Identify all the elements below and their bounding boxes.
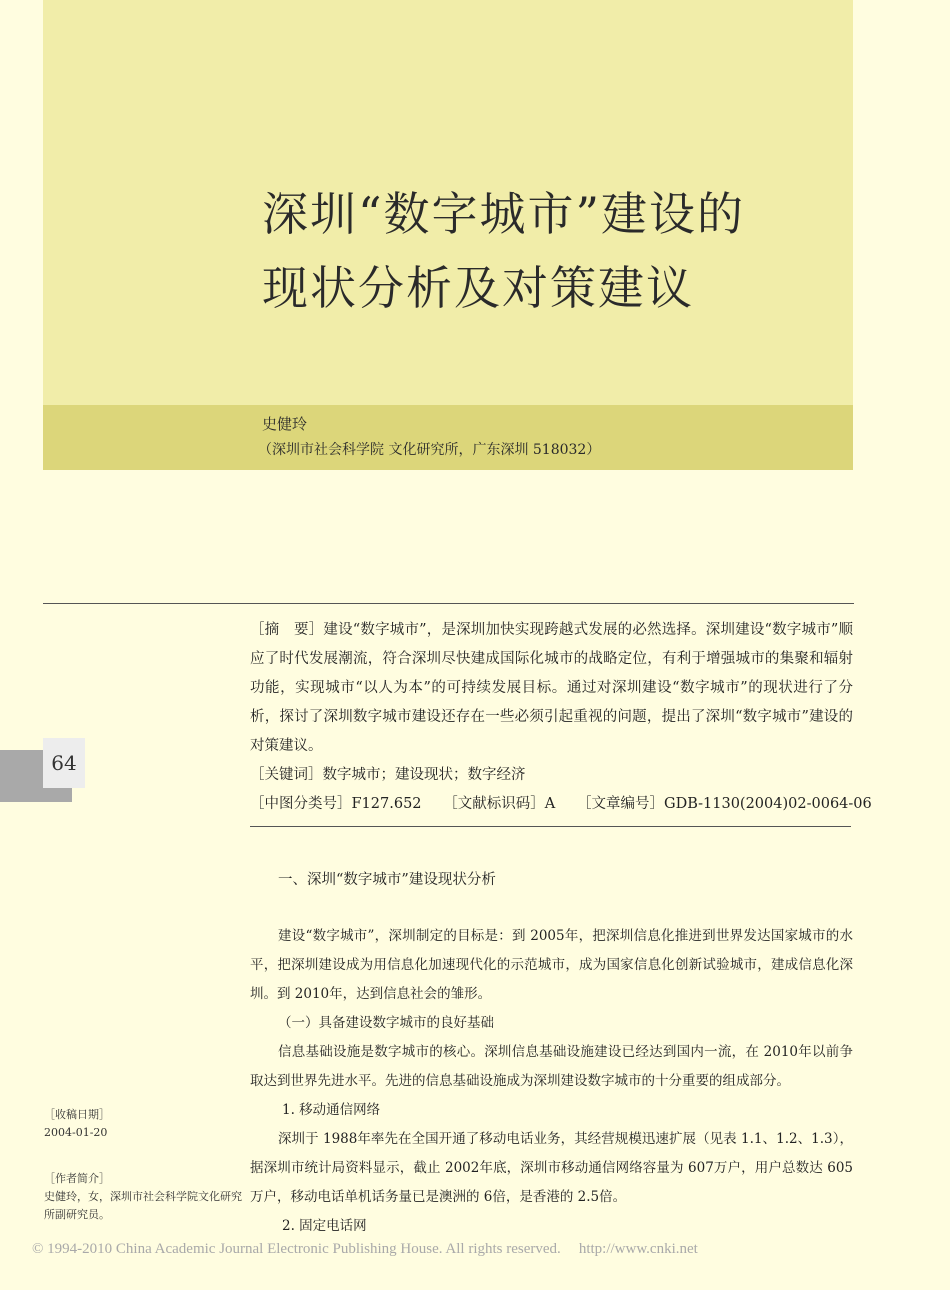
abstract-bottom-rule	[250, 826, 851, 827]
classification-info: ［中图分类号］F127.652 ［文献标识码］A ［文章编号］GDB-1130(2004)02-0064-06	[250, 796, 872, 812]
subheading-1-1: 1. 移动通信网络	[282, 1102, 381, 1118]
abstract-top-rule	[43, 603, 854, 604]
body-text	[250, 922, 853, 1241]
author-affiliation: （深圳市社会科学院 文化研究所，广东深圳 518032）	[258, 442, 601, 458]
abstract-text: ［摘 要］建设“数字城市”，是深圳加快实现跨越式发展的必然选择。深圳建设“数字城市”顺应了时代发展潮流，符合深圳尽快建成国际化城市的战略定位，有利于增强城市的集聚和辐射功能，实现城市“以人为本”的可持续发展目标。通过对深圳建设“数字城市”的现状进行了分析，探讨了深圳数字城市建设还存在一些必须引起重视的问题，提出了深圳“数字城市”建设的对策建议。	[250, 622, 853, 754]
section-heading: 一、深圳“数字城市”建设现状分析	[278, 872, 496, 888]
copyright-text: © 1994-2010 China Academic Journal Electronic Publishing House. All rights reserved.	[32, 1241, 561, 1257]
author-intro-text: 史健玲，女，深圳市社会科学院文化研究所副研究员。	[44, 1190, 242, 1221]
footer-url[interactable]: http://www.cnki.net	[578, 1241, 698, 1257]
article-title-line-1: 深圳“数字城市”建设的	[262, 187, 746, 241]
paragraph-3: 深圳于 1988年率先在全国开通了移动电话业务，其经营规模迅速扩展（见表 1.1、1.2、1.3），据深圳市统计局资料显示，截止 2002年底，深圳市移动通信网络容量为 607万户，用户总数达 605万户，移动电话单机话务量已是澳洲的 6倍，是香港的 2.5倍。	[250, 1131, 853, 1205]
author-name: 史健玲	[262, 415, 308, 433]
copyright-footer	[32, 1241, 698, 1258]
received-label: ［收稿日期］	[44, 1108, 110, 1121]
subheading-1-2: 2. 固定电话网	[282, 1218, 367, 1234]
subheading-1: （一）具备建设数字城市的良好基础	[278, 1015, 494, 1031]
received-info	[44, 1106, 244, 1142]
author-band	[43, 405, 853, 470]
paragraph-2: 信息基础设施是数字城市的核心。深圳信息基础设施建设已经达到国内一流，在 2010年以前争取达到世界先进水平。先进的信息基础设施成为深圳建设数字城市的十分重要的组成部分。	[250, 1044, 853, 1089]
abstract-block	[250, 616, 872, 819]
page-number: 64	[43, 738, 85, 788]
author-intro-label: ［作者简介］	[44, 1172, 110, 1185]
paragraph-1: 建设“数字城市”，深圳制定的目标是：到 2005年，把深圳信息化推进到世界发达国家城市的水平，把深圳建设成为用信息化加速现代化的示范城市，成为国家信息化创新试验城市，建成信息化深圳。到 2010年，达到信息社会的雏形。	[250, 928, 853, 1002]
received-date: 2004-01-20	[44, 1126, 108, 1139]
author-intro	[44, 1170, 244, 1224]
keywords: ［关键词］数字城市；建设现状；数字经济	[250, 767, 526, 783]
article-title-line-2: 现状分析及对策建议	[262, 261, 694, 315]
